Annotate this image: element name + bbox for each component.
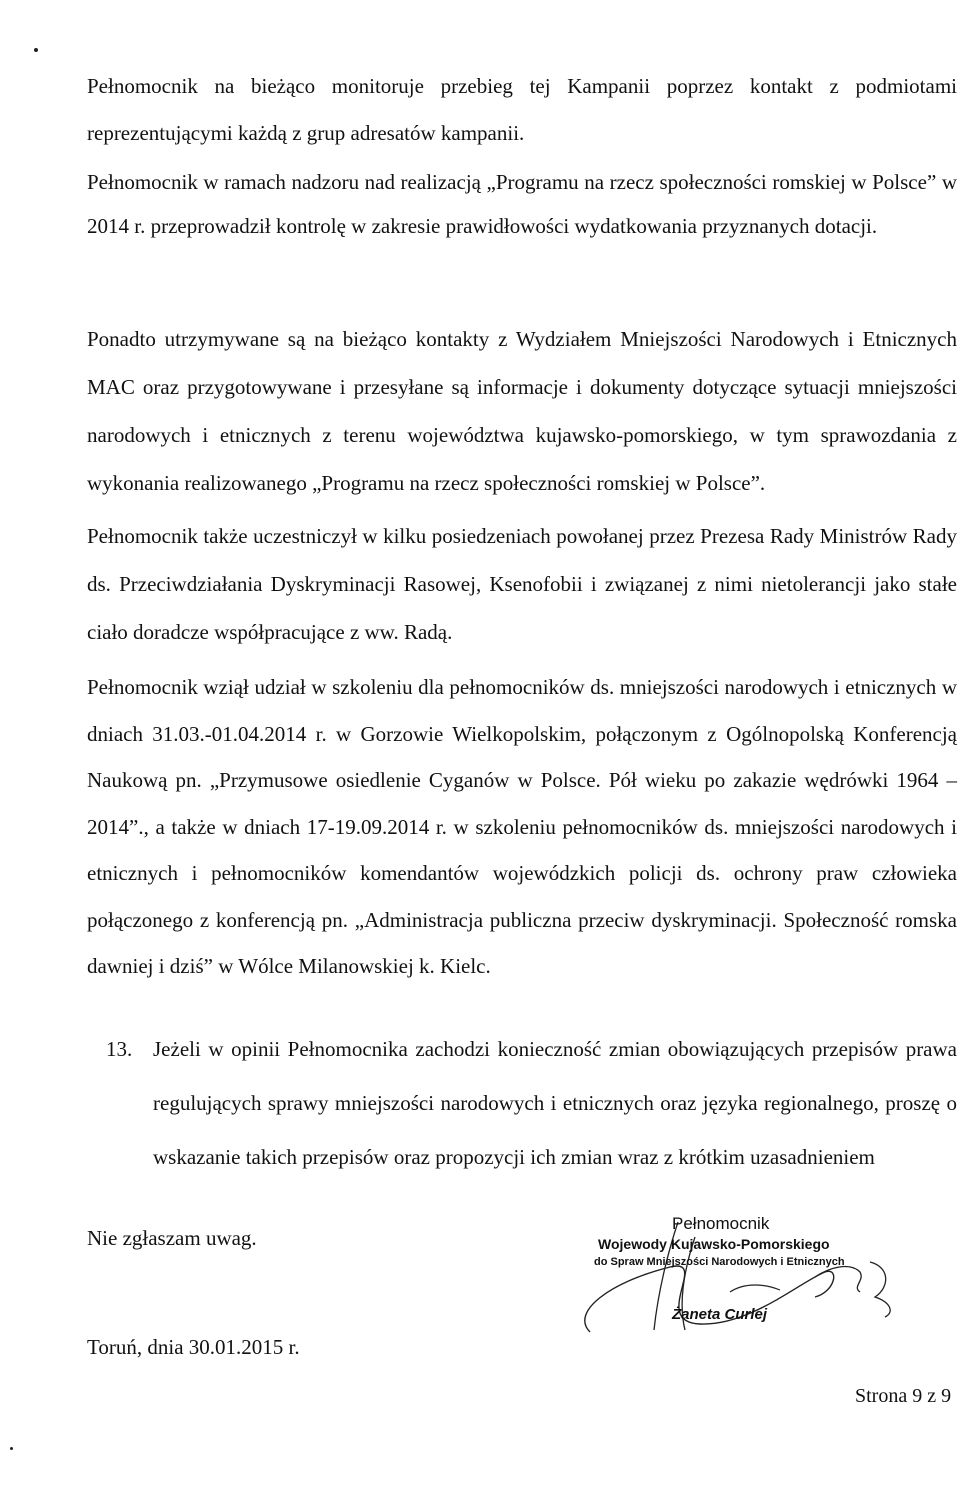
stamp-department: do Spraw Mniejszości Narodowych i Etnicznych (594, 1256, 845, 1268)
paragraph-campaign-monitoring: Pełnomocnik na bieżąco monitoruje przebieg tej Kampanii poprzez kontakt z podmiotami reprezentującymi każdą z grup adresatów kampanii. (87, 74, 957, 145)
question-text: Jeżeli w opinii Pełnomocnika zachodzi konieczność zmian obowiązujących przepisów prawa regulujących sprawy mniejszości narodowych i etnicznych oraz języka regionalnego, proszę o wskazanie takich przepisów oraz propozycji ich zmian wraz z krótkim uzasadnieniem (153, 1037, 957, 1169)
answer-text: Nie zgłaszam uwag. (87, 1226, 257, 1250)
page-number: Strona 9 z 9 (855, 1385, 952, 1407)
question-number: 13. (106, 1037, 133, 1061)
paragraph-council-meetings: Pełnomocnik także uczestniczył w kilku posiedzeniach powołanej przez Prezesa Rady Ministrów Rady ds. Przeciwdziałania Dyskryminacji Rasowej, Ksenofobii i związanej z nimi nietolerancji jako stałe ciało doradcze współpracujące z ww. Radą. (87, 524, 957, 644)
stamp-name: Żaneta Curlej (672, 1306, 768, 1323)
stamp-title: Pełnomocnik (672, 1214, 770, 1233)
place-date: Toruń, dnia 30.01.2015 r. (87, 1335, 300, 1359)
paragraph-training: Pełnomocnik wziął udział w szkoleniu dla pełnomocników ds. mniejszości narodowych i etnicznych w dniach 31.03.-01.04.2014 r. w Gorzowie Wielkopolskim, połączonym z Ogólnopolską Konferencją Naukową pn. „Przymusowe osiedlenie Cyganów w Polsce. Pół wieku po zakazie wędrówki 1964 – 2014”., a także w dniach 17-19.09.2014 r. w szkoleniu pełnomocników ds. mniejszości narodowych i etnicznych i pełnomocników komendantów wojewódzkich policji ds. ochrony praw człowieka połączonego z konferencją pn. „Administracja publiczna przeciw dyskryminacji. Społeczność romska dawniej i dziś” w Wólce Milanowskiej k. Kielc. (87, 675, 957, 978)
scan-mark (34, 48, 38, 52)
paragraph-contacts: Ponadto utrzymywane są na bieżąco kontakty z Wydziałem Mniejszości Narodowych i Etnicznych MAC oraz przygotowywane i przesyłane są informacje i dokumenty dotyczące sytuacji mniejszości narodowych i etnicznych z terenu województwa kujawsko-pomorskiego, w tym sprawozdania z wykonania realizowanego „Programu na rzecz społeczności romskiej w Polsce”. (87, 327, 957, 495)
paragraph-program-control: Pełnomocnik w ramach nadzoru nad realizacją „Programu na rzecz społeczności romskiej w Polsce” w 2014 r. przeprowadził kontrolę w zakresie prawidłowości wydatkowania przyznanych dotacji. (87, 170, 957, 238)
official-stamp-signature (560, 1212, 900, 1342)
scan-mark (10, 1447, 13, 1450)
stamp-office: Wojewody Kujawsko-Pomorskiego (598, 1236, 830, 1252)
